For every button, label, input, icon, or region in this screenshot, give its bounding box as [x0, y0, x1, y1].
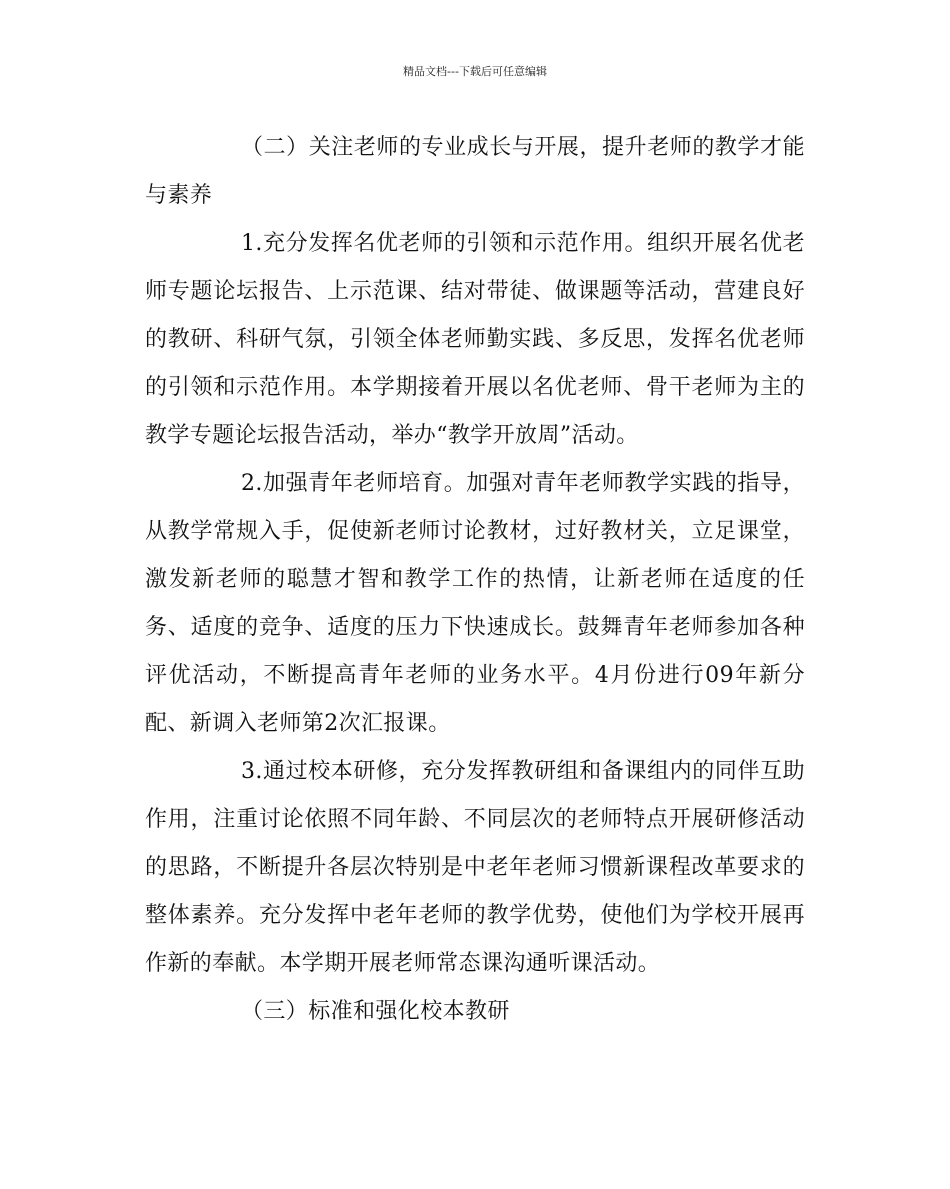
section-heading-3: （三）标准和强化校本教研 — [241, 999, 510, 1024]
page-header: 精品文档---下载后可任意编辑 — [403, 65, 547, 78]
section-heading-2: （二）关注老师的专业成长与开展，提升老师的教学才能与素养 — [145, 135, 805, 208]
paragraph-3: 3.通过校本研修，充分发挥教研组和备课组内的同伴互助作用，注重讨论依照不同年龄、不同层次的老师特点开展研修活动的思路，不断提升各层次特别是中老年老师习惯新课程改革要求的整体素养。充分发挥中老年老师的教学优势，使他们为学校开展再作新的奉献。本学期开展老师常态课沟通听课活动。 — [145, 759, 805, 976]
document-body — [145, 124, 805, 1036]
paragraph-2: 2.加强青年老师培育。加强对青年老师教学实践的指导，从教学常规入手，促使新老师讨论教材，过好教材关，立足课堂，激发新老师的聪慧才智和教学工作的热情，让新老师在适度的任务、适度的竞争、适度的压力下快速成长。鼓舞青年老师参加各种评优活动，不断提高青年老师的业务水平。4月份进行09年新分配、新调入老师第2次汇报课。 — [145, 471, 805, 736]
paragraph-1: 1.充分发挥名优老师的引领和示范作用。组织开展名优老师专题论坛报告、上示范课、结对带徒、做课题等活动，营建良好的教研、科研气氛，引领全体老师勤实践、多反思，发挥名优老师的引领和示范作用。本学期接着开展以名优老师、骨干老师为主的教学专题论坛报告活动，举办“教学开放周”活动。 — [145, 231, 805, 448]
